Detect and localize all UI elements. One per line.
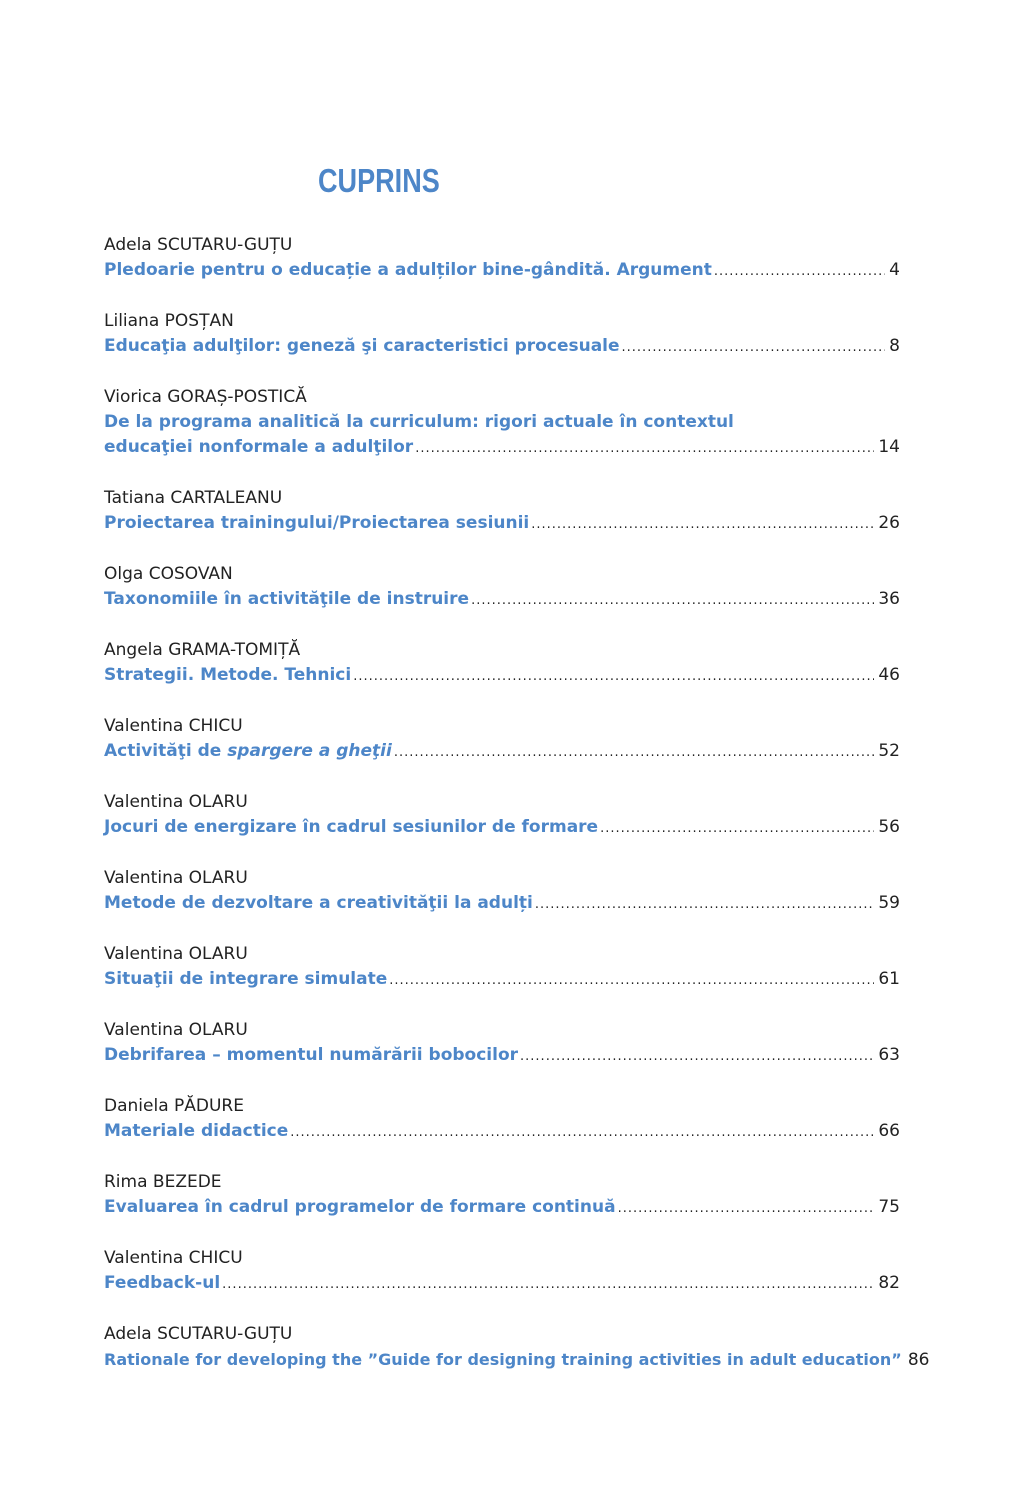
dot-leader [394, 740, 875, 765]
toc-title[interactable]: Pledoarie pentru o educație a adulților bine-gândită. Argument [104, 260, 712, 280]
dot-leader [389, 968, 874, 993]
toc-title[interactable]: Debrifarea – momentul numărării bobocilor [104, 1045, 519, 1065]
toc-title-row[interactable] [104, 334, 900, 360]
toc-page-number: 59 [878, 893, 900, 913]
toc-page-number: 86 [907, 1350, 930, 1370]
toc-author: Adela SCUTARU-GUȚU [104, 235, 293, 255]
toc-entry [104, 1245, 900, 1321]
toc-title-italic: spargere a gheţii [227, 741, 392, 761]
toc-title[interactable]: Jocuri de energizare în cadrul sesiunilor de formare [104, 817, 599, 837]
toc-author: Valentina OLARU [104, 1020, 248, 1040]
toc-title-row[interactable] [104, 511, 900, 537]
toc-author: Viorica GORAȘ-POSTICĂ [104, 387, 307, 407]
toc-title-row[interactable] [104, 1043, 900, 1069]
toc-title[interactable]: Evaluarea în cadrul programelor de formare continuă [104, 1197, 616, 1217]
toc-author: Olga COSOVAN [104, 564, 233, 584]
toc-entry [104, 1093, 900, 1169]
dot-leader [520, 1044, 874, 1069]
toc-entry [104, 637, 900, 713]
toc-entry [104, 232, 900, 308]
toc-title[interactable]: Strategii. Metode. Tehnici [104, 665, 352, 685]
toc-page-number: 14 [878, 437, 900, 457]
toc-title-row[interactable] [104, 1347, 930, 1374]
dot-leader [714, 259, 885, 284]
toc-title[interactable]: Materiale didactice [104, 1121, 289, 1141]
toc-title-row[interactable] [104, 587, 900, 613]
toc-author: Adela SCUTARU-GUȚU [104, 1324, 293, 1344]
toc-entry [104, 485, 900, 561]
toc-page-number: 61 [878, 969, 900, 989]
toc-author: Valentina CHICU [104, 1248, 243, 1268]
toc-page-number: 63 [878, 1045, 900, 1065]
toc-title-row[interactable] [104, 891, 900, 917]
toc-entry [104, 1169, 900, 1245]
toc-entry [104, 561, 900, 637]
dot-leader [535, 892, 875, 917]
toc-title[interactable]: Proiectarea trainingului/Proiectarea sesiunii [104, 513, 530, 533]
toc-title-row[interactable] [104, 435, 900, 461]
toc-title[interactable]: educaţiei nonformale a adulţilor [104, 437, 414, 457]
toc-author: Daniela PĂDURE [104, 1096, 244, 1116]
toc-author: Rima BEZEDE [104, 1172, 222, 1192]
toc-page-number: 52 [878, 741, 900, 761]
toc-title[interactable]: Situaţii de integrare simulate [104, 969, 388, 989]
toc-author: Valentina OLARU [104, 792, 248, 812]
toc-title[interactable]: Educaţia adulţilor: geneză şi caracteristici procesuale [104, 336, 620, 356]
toc-page-number: 46 [878, 665, 900, 685]
toc-page-number: 26 [878, 513, 900, 533]
toc-author: Angela GRAMA-TOMIȚĂ [104, 640, 301, 660]
toc-title-row[interactable] [104, 1271, 900, 1297]
toc-entry [104, 384, 900, 485]
toc-author: Valentina CHICU [104, 716, 243, 736]
toc-author: Valentina OLARU [104, 868, 248, 888]
toc-page-number: 82 [878, 1273, 900, 1293]
dot-leader [600, 816, 874, 841]
dot-leader [222, 1272, 874, 1297]
page-title: CUPRINS [318, 162, 440, 199]
dot-leader [471, 588, 874, 613]
toc-title-row[interactable] [104, 663, 900, 689]
dot-leader [622, 335, 886, 360]
toc-entry [104, 308, 900, 384]
toc-title-row[interactable] [104, 739, 900, 765]
toc-title-row[interactable] [104, 1195, 900, 1221]
dot-leader [618, 1196, 875, 1221]
toc-title-row[interactable] [104, 815, 900, 841]
toc-entry [104, 941, 900, 1017]
toc-title-prefix: Activităţi de [104, 741, 228, 761]
toc-author: Valentina OLARU [104, 944, 248, 964]
toc-title-row[interactable] [104, 967, 900, 993]
dot-leader [531, 512, 874, 537]
toc-page-number: 4 [889, 260, 900, 280]
toc-entry [104, 865, 900, 941]
toc-page-number: 75 [878, 1197, 900, 1217]
toc-author: Tatiana CARTALEANU [104, 488, 283, 508]
toc-entry [104, 1017, 900, 1093]
toc-title[interactable]: Metode de dezvoltare a creativităţii la adulți [104, 893, 533, 913]
toc-entry [104, 713, 900, 789]
toc-title[interactable]: Taxonomiile în activităţile de instruire [104, 589, 470, 609]
toc-entry [104, 789, 900, 865]
toc-title-line1[interactable]: De la programa analitică la curriculum: rigori actuale în contextul [104, 412, 734, 432]
toc-title-row[interactable] [104, 258, 900, 284]
dot-leader [290, 1120, 874, 1145]
toc-page-number: 56 [878, 817, 900, 837]
toc-title[interactable] [104, 739, 392, 764]
toc-page-number: 8 [889, 336, 900, 356]
dot-leader [415, 436, 874, 461]
toc-entry [104, 1321, 930, 1397]
toc-author: Liliana POSȚAN [104, 311, 234, 331]
table-of-contents [104, 232, 930, 1397]
toc-page-number: 36 [878, 589, 900, 609]
dot-leader [353, 664, 874, 689]
toc-title[interactable]: Feedback-ul [104, 1273, 221, 1293]
toc-title-row[interactable] [104, 1119, 900, 1145]
toc-title[interactable]: Rationale for developing the ”Guide for designing training activities in adult education” [104, 1350, 902, 1369]
toc-page-number: 66 [878, 1121, 900, 1141]
